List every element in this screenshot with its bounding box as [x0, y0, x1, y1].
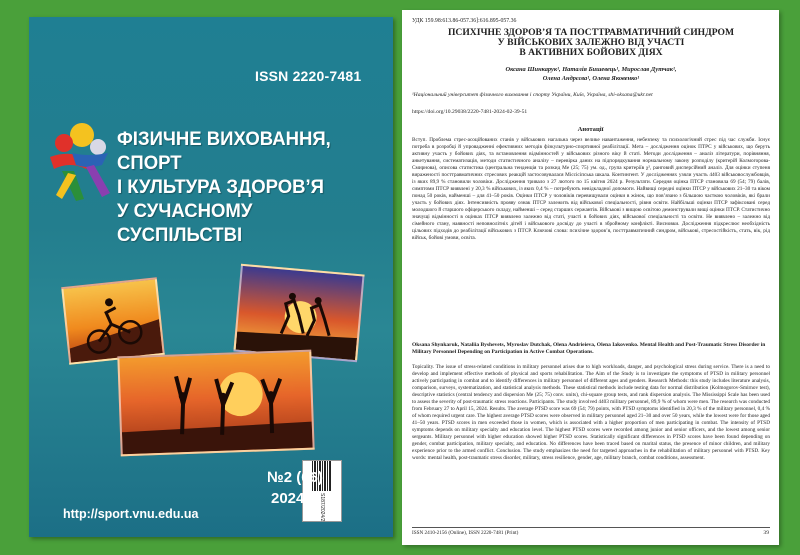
article-title-line: ПСИХІЧНЕ ЗДОРОВ’Я ТА ПОСТТРАВМАТИЧНИЙ СИНДРОМ [447, 27, 735, 38]
page-number: 39 [763, 530, 769, 536]
cover-title [117, 127, 374, 247]
article-title-line: У ВІЙСЬКОВИХ ЗАЛЕЖНО ВІД УЧАСТІ [497, 37, 685, 48]
english-abstract: Topicality. The issue of stress-related conditions in military personnel arises due to high workloads, danger, and psychological stress during service. There is a need to develop and implement effective methods of physical and sports rehabilitation. The Aim of the Study is to investigate the symptoms of PTSD in military personnel actively participating in combat and to identify differences in military personnel of different ages and genders. Research Methods: this study includes literature analysis, comparison, surveys, systematization, and statistical analysis methods. These statistical methods include testing data for normal distribution (Kolmogorov-Smirnov test), descriptive statistics (central tendency and dispersion Me (25; 75) conv. units), chi-square group tests, and rank dispersion analysis. The Mississippi Scale has been used to assess the severity of post-traumatic stress reactions. Participants. The study involved 4403 military personnel, 89,9 % of whom were men. The research was conducted from February 27 to April 15, 2024. Results. The average PTSD score was 69 (54; 79) points, with PTSD symptoms identified in 20,3 % of the military personnel, 0,4 % of whom required urgent care. The highest average PTSD scores were observed in military personnel aged 21–30 and over 50 years, while the lowest were for those aged 41–50 years. PTSD scores in men exceeded those in women, which is associated with a higher proportion of men participating in combat. The intensity of PTSD symptoms depends on military specialty and education level. The highest PTSD scores were recorded among junior and senior officers, and the lowest among senior sergeants. Military personnel with higher education showed higher PTSD scores. Statistically significant differences in PTSD scores have been found depending on gender, combat participation, military specialty, and education. No differences have been traced based on marital status, the presence of minor children, and military experience prior to the armed conflict. Conclusion. The study emphasizes the need for targeted approaches in the rehabilitation of military personnel with PTSD. Key words: mental health, post-traumatic stress disorder, military, stress resilience, gender, age, military branch, combat conditions, assessment. [412, 364, 770, 462]
journal-logo-icon [42, 113, 120, 209]
silhouettes-photo [117, 350, 314, 457]
author-affiliation: ¹Національний університет фізичного виховання і спорту України, Київ, Україна, shi-oksana@ukr.net [412, 92, 653, 98]
page-footer-issn: ISSN 2410-2156 (Online), ISSN 2220-7481 (Print) [412, 530, 519, 536]
cover-title-line: І КУЛЬТУРА ЗДОРОВ’Я [117, 176, 324, 198]
cover-issue-number: №2 (66) [267, 469, 323, 486]
authors-line: Оксана Шинкарук¹, Наталія Бишевець¹, Мирослав Дутчак¹, [505, 66, 677, 73]
article-title-line: В АКТИВНИХ БОЙОВИХ ДІЯХ [519, 47, 663, 58]
sticker-code: S187/2024/2 [319, 492, 325, 521]
authors-line: Олена Андрєєва¹, Олена Яковенко¹ [542, 75, 640, 82]
article-authors [430, 65, 752, 83]
cover-issn: ISSN 2220-7481 [255, 68, 362, 84]
udk-code: УДК 159.98:613.86-057.36]:616.895-057.36 [412, 18, 517, 24]
cyclist-photo [61, 277, 165, 365]
cover-title-line: У СУЧАСНОМУ СУСПІЛЬСТВІ [117, 200, 253, 246]
footer-divider [412, 527, 770, 528]
doi-link[interactable]: https://doi.org/10.29038/2220-7481-2024-02-39-51 [412, 109, 528, 115]
article-page [402, 10, 779, 545]
cover-title-line: ФІЗИЧНЕ ВИХОВАННЯ, СПОРТ [117, 128, 331, 174]
english-abstract-heading: Oksana Shynkaruk, Nataliia Byshevets, Myroslav Dutchak, Olena Andrieieva, Olena Iakovenko. Mental Health and Post-Traumatic Stress Disorder in Military Personnel Depending on Participation in Active Combat Operations. [412, 342, 766, 356]
journal-cover [29, 17, 393, 537]
annotation-heading: Анотації [577, 126, 604, 133]
ukrainian-abstract: Вступ. Проблема стрес-асоційованих станів у військових нагальна через велике навантаження, небезпеку та психологічний стрес під час служби. Існує потреба в розробці й упровадженні ефективних методів фізкультурно-спортивної реабілітації. Мета – дослідження оцінок ПТРС у військових, що беруть активну участь у бойових діях, та встановлення відмінностей у військових різного віку й статі. Методи дослідження – аналіз літератури, порівняння, анкетування, систематизація, методи статистичного аналізу – перевірка даних на підпорядкування нормальному закону розподілу (критерій Колмогорова-Смирнова), описова статистика (центральна тенденція та розкид Me (25; 75) ум. од., група критеріїв χ², ранговий дисперсійний аналіз. Для оцінки ступеня вираженості посттравматичних стресових реакцій застосовувалася Міссісіпська шкала. Контингент. У дослідженнях узяли участь 4403 військовослужбовців, із яких 89,9 % становили чоловіки. Дослідження тривало з 27 лютого по 15 квітня 2024 р. Результати. Середня оцінка ПТСР становила 69 (54; 79) балів, симптоми ПТСР виявлені у 20,3 % військових, із яких 0,4 % – потребують невідкладної допомоги. Найвищі середні оцінки ПТСР у військових 21–30 та віком понад 50 років, найменші – для 41–50 років. Оцінки ПТСР у чоловіків перевищували оцінки в жінок, що пов’язано з більшою часткою чоловіків, які брали участь у бойових діях. Інтенсивність прояву ознак ПТСР залежить від військової спеціальності, рівня освіти. Найбільші оцінки ПТСР зафіксовані серед молодшого й старшого офіцерського складу, найменші – серед старших сержантів. Військові з вищою освітою демонстрували вищі оцінки ПТСР. Статистично значущі відмінності в оцінках ПТСР виявлено залежно від статі, участі в бойових діях, військової спеціальності та освіти. Не виявлено – залежно від сімейного стану, наявності неповнолітніх дітей і військового досвіду до участі в збройному конфлікті. Висновки. Дослідження підкреслює необхідність цільових підходів до реабілітації військових з ПТСР. Ключові слова: психічне здоров’я, посттравматичний синдром, військові, стресостійкість, стать, вік, рід військ, бойові умови, освіта. [412, 137, 770, 242]
cover-url: http://sport.vnu.edu.ua [63, 507, 199, 521]
runners-photo [233, 264, 364, 362]
article-title [436, 28, 746, 58]
cover-year: 2024 [271, 490, 305, 507]
